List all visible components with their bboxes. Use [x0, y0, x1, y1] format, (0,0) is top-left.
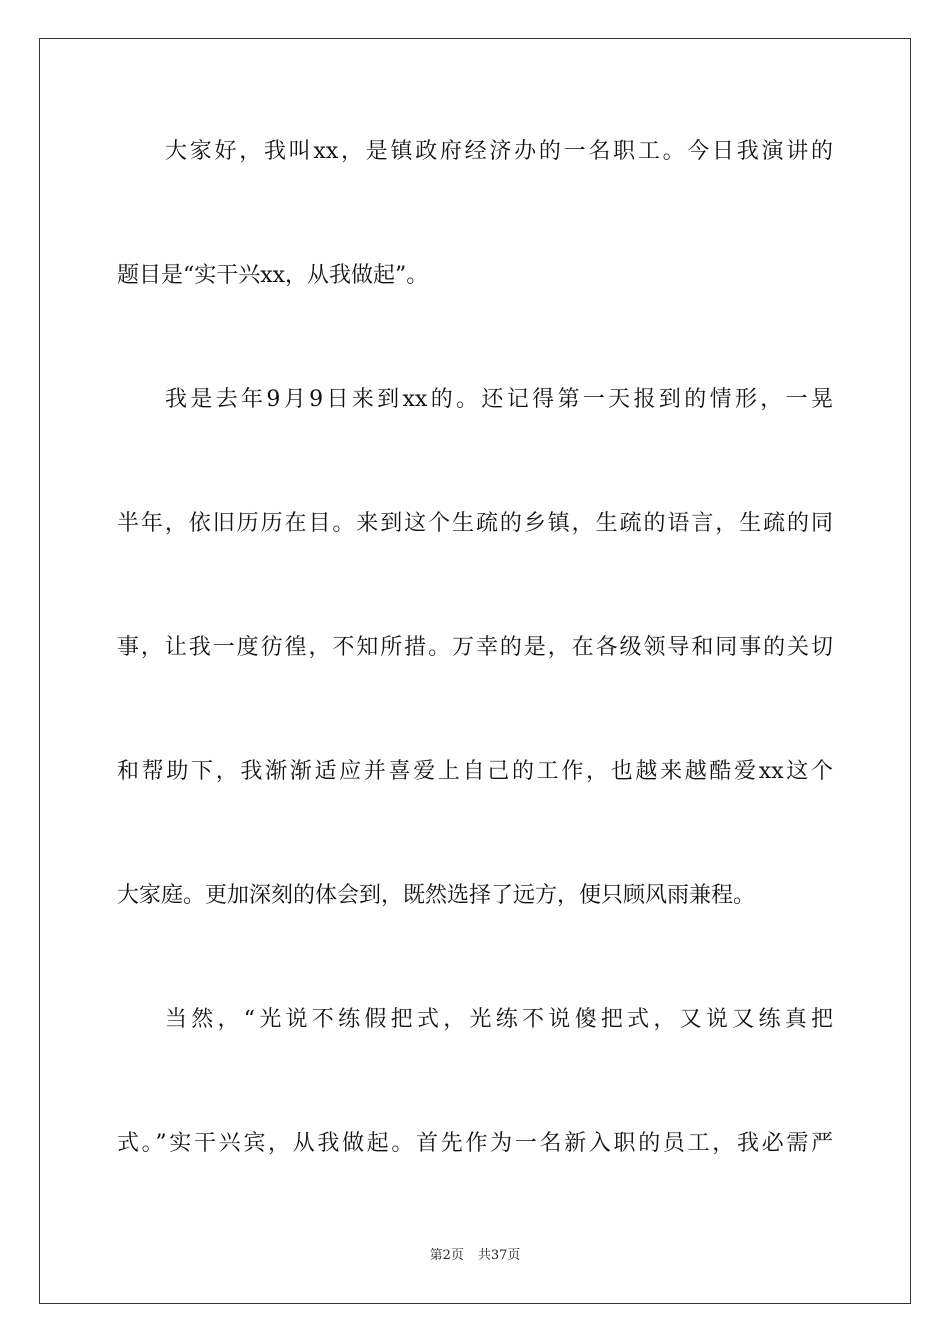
paragraph-line-9: 式。”实干兴宾，从我做起。首先作为一名新入职的员工，我必需严	[117, 1131, 833, 1156]
paragraph-line-3: 我是去年9月9日来到xx的。还记得第一天报到的情形，一晃	[165, 387, 833, 412]
paragraph-line-7: 大家庭。更加深刻的体会到，既然选择了远方，便只顾风雨兼程。	[117, 883, 756, 908]
paragraph-line-1: 大家好，我叫xx，是镇政府经济办的一名职工。今日我演讲的	[165, 139, 833, 164]
paragraph-line-6: 和帮助下，我渐渐适应并喜爱上自己的工作，也越来越酷爱xx这个	[117, 759, 833, 784]
paragraph-line-8: 当然，“光说不练假把式，光练不说傻把式，又说又练真把	[165, 1007, 833, 1032]
page-border	[39, 38, 911, 1304]
page-number-total: 共37页	[477, 1248, 521, 1263]
page-footer	[0, 1247, 950, 1265]
page-number-current: 第2页	[429, 1248, 464, 1263]
paragraph-line-4: 半年，依旧历历在目。来到这个生疏的乡镇，生疏的语言，生疏的同	[117, 511, 833, 536]
paragraph-line-5: 事，让我一度彷徨，不知所措。万幸的是，在各级领导和同事的关切	[117, 635, 833, 660]
paragraph-line-2: 题目是“实干兴xx，从我做起”。	[117, 263, 429, 288]
